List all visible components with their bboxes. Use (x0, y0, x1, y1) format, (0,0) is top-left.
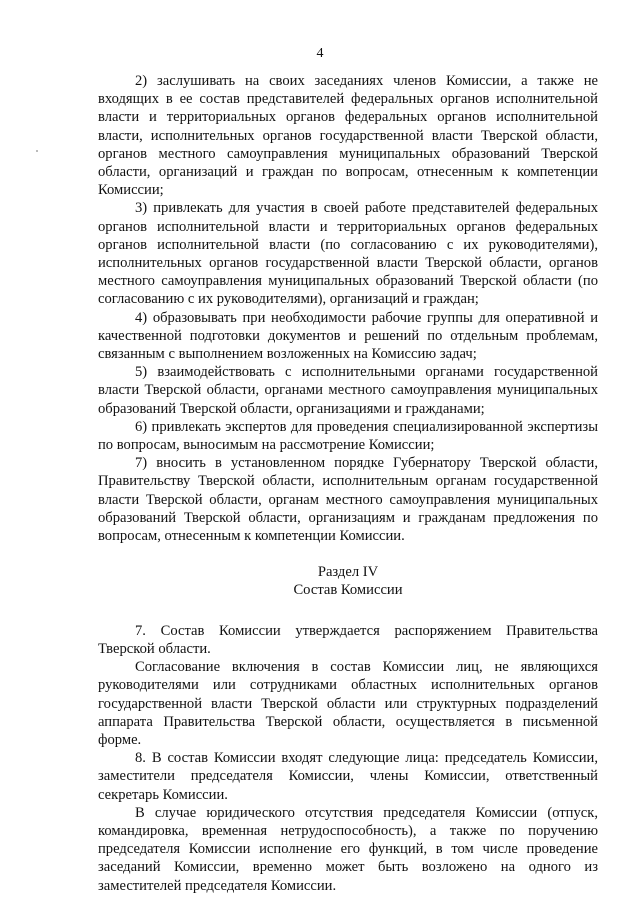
document-body (98, 72, 598, 895)
paragraph-item-5: 5) взаимодействовать с исполнительными органами государственной власти Тверской области, органами местного самоуправления муниципальных образований Тверской области, организациями и гражданами; (98, 364, 598, 417)
section-title: Состав Комиссии (293, 582, 403, 599)
paragraph-absence: В случае юридического отсутствия председателя Комиссии (отпуск, командировка, временная нетрудоспособность), а также по поручению председателя Комиссии исполнение его функций, в том числе проведение заседаний Комиссии, временно может быть возложено на одного из заместителей председателя Комиссии. (98, 804, 598, 894)
paragraph-item-7: 7) вносить в установленном порядке Губернатору Тверской области, Правительству Тверской области, исполнительным органам государственной власти Тверской области, органам местного самоуправления муниципальных образований Тверской области, организациям и гражданам предложения по вопросам, отнесенным к компетенции Комиссии. (98, 455, 598, 545)
paragraph-item-2: 2) заслушивать на своих заседаниях членов Комиссии, а также не входящих в ее состав представителей федеральных органов исполнительной власти и территориальных органов федеральных органов исполнительной власти, исполнительных органов государственной власти Тверской области, органов местного самоуправления муниципальных образований Тверской области, организаций и граждан по вопросам, отнесенным к компетенции Комиссии; (98, 73, 598, 199)
paragraph-clause-8: 8. В состав Комиссии входят следующие лица: председатель Комиссии, заместители председателя Комиссии, члены Комиссии, ответственный секретарь Комиссии. (98, 750, 598, 803)
paragraph-item-6: 6) привлекать экспертов для проведения специализированной экспертизы по вопросам, выносимым на рассмотрение Комиссии; (98, 418, 598, 454)
paragraph-item-3: 3) привлекать для участия в своей работе представителей федеральных органов исполнительной власти и территориальных органов федеральных органов исполнительной власти (по согласованию с их руководителями), исполнительных органов государственной власти Тверской области, органов местного самоуправления муниципальных образований Тверской области (по согласованию с их руководителями), организаций и граждан; (98, 200, 598, 308)
paragraph-clause-7: 7. Состав Комиссии утверждается распоряжением Правительства Тверской области. (98, 622, 598, 657)
paragraph-approval: Согласование включения в состав Комиссии лиц, не являющихся руководителями или сотрудниками областных исполнительных органов государственной власти Тверской области или структурных подразделений аппарата Правительства Тверской области, осуществляется в письменной форме. (98, 659, 598, 748)
scan-margin-mark (36, 150, 38, 152)
section-number: Раздел IV (317, 564, 379, 581)
page-number: 4 (316, 46, 324, 61)
paragraph-item-4: 4) образовывать при необходимости рабочие группы для оперативной и качественной подготовки документов и решений по отдельным проблемам, связанным с выполнением возложенных на Комиссию задач; (98, 309, 598, 363)
